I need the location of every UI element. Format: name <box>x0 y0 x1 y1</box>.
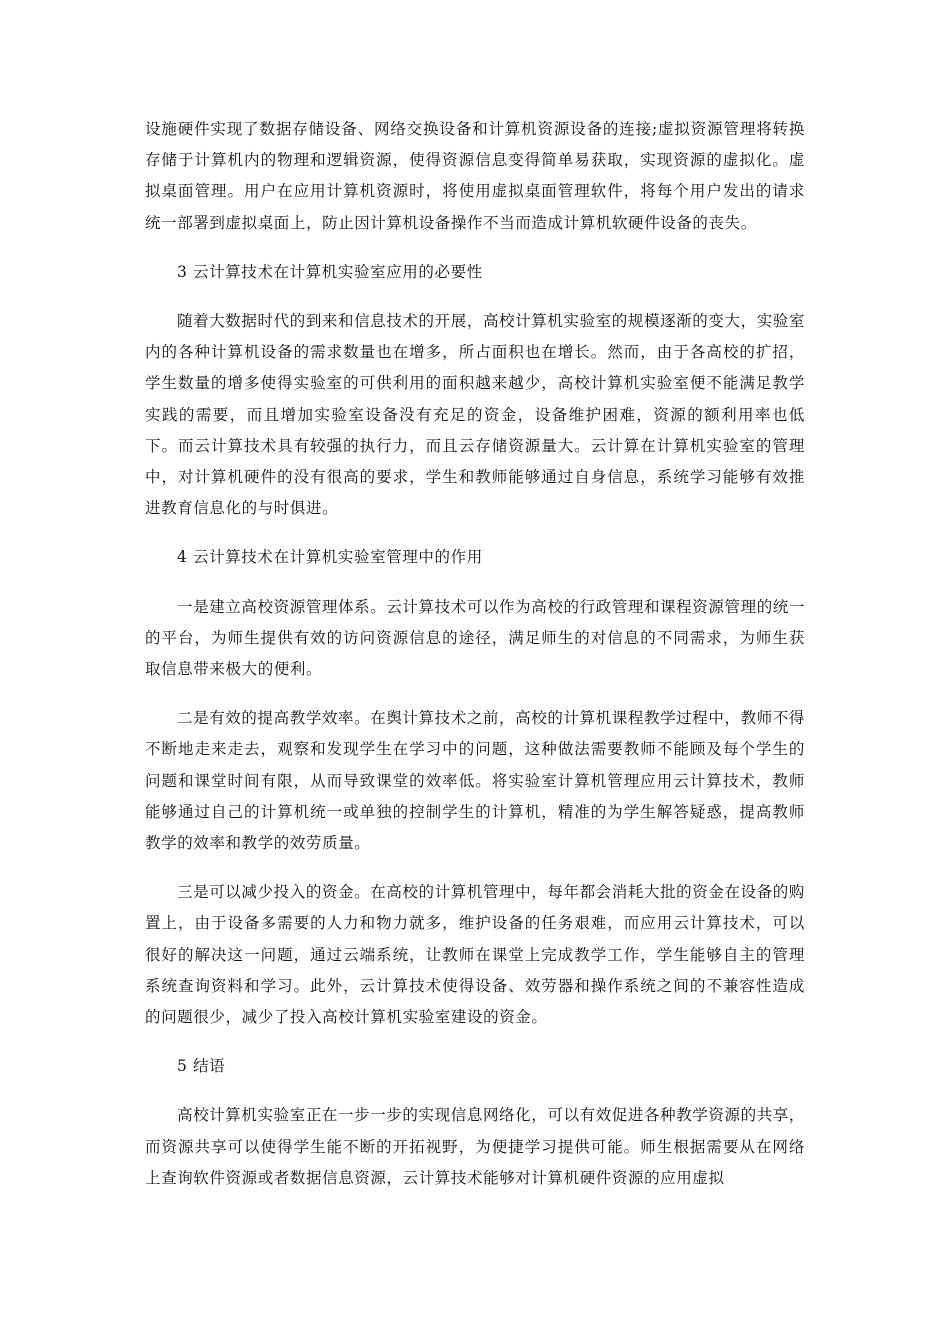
paragraph-intro: 设施硬件实现了数据存储设备、网络交换设备和计算机资源设备的连接;虚拟资源管理将转换存储于计算机内的物理和逻辑资源，使得资源信息变得简单易获取，实现资源的虚拟化。虚拟桌面管理。用户在应用计算机资源时，将使用虚拟桌面管理软件，将每个用户发出的请求统一部署到虚拟桌面上，防止因计算机设备操作不当而造成计算机软硬件设备的丧失。 <box>145 120 805 232</box>
document-page <box>145 114 805 1212</box>
paragraph-necessity: 随着大数据时代的到来和信息技术的开展，高校计算机实验室的规模逐渐的变大，实验室内的各种计算机设备的需求数量也在增多，所占面积也在增长。然而，由于各高校的扩招，学生数量的增多使得实验室的可供利用的面积越来越少，高校计算机实验室便不能满足教学实践的需要，而且增加实验室设备没有充足的资金，设备维护困难，资源的额利用率也低下。而云计算技术具有较强的执行力，而且云存储资源量大。云计算在计算机实验室的管理中，对计算机硬件的没有很高的要求，学生和教师能够通过自身信息，系统学习能够有效推进教育信息化的与时俱进。 <box>145 312 805 518</box>
paragraph-role-3: 三是可以减少投入的资金。在高校的计算机管理中，每年都会消耗大批的资金在设备的购置上，由于设备多需要的人力和物力就多，维护设备的任务艰难，而应用云计算技术，可以很好的解决这一问题，通过云端系统，让教师在课堂上完成教学工作，学生能够自主的管理系统查询资料和学习。此外，云计算技术使得设备、效劳器和操作系统之间的不兼容性造成的问题很少，减少了投入高校计算机实验室建设的资金。 <box>145 883 805 1027</box>
paragraph-conclusion: 高校计算机实验室正在一步一步的实现信息网络化，可以有效促进各种教学资源的共享，而资源共享可以使得学生能不断的开拓视野，为便捷学习提供可能。师生根据需要从在网络上查询软件资源或者数据信息资源，云计算技术能够对计算机硬件资源的应用虚拟 <box>145 1106 805 1187</box>
section-heading-5: 5 结语 <box>177 1057 226 1076</box>
paragraph-role-2: 二是有效的提高教学效率。在舆计算技术之前，高校的计算机课程教学过程中，教师不得不断地走来走去，观察和发现学生在学习中的问题，这种做法需要教师不能顾及每个学生的问题和课堂时间有限，从而导致课堂的效率低。将实验室计算机管理应用云计算技术，教师能够通过自己的计算机统一或单独的控制学生的计算机，精准的为学生解答疑惑，提高教师教学的效率和教学的效劳质量。 <box>145 709 805 853</box>
section-heading-4: 4 云计算技术在计算机实验室管理中的作用 <box>177 548 483 567</box>
section-heading-3: 3 云计算技术在计算机实验室应用的必要性 <box>177 262 483 281</box>
paragraph-role-1: 一是建立高校资源管理体系。云计算技术可以作为高校的行政管理和课程资源管理的统一的平台，为师生提供有效的访问资源信息的途径，满足师生的对信息的不同需求，为师生获取信息带来极大的便利。 <box>145 597 805 679</box>
